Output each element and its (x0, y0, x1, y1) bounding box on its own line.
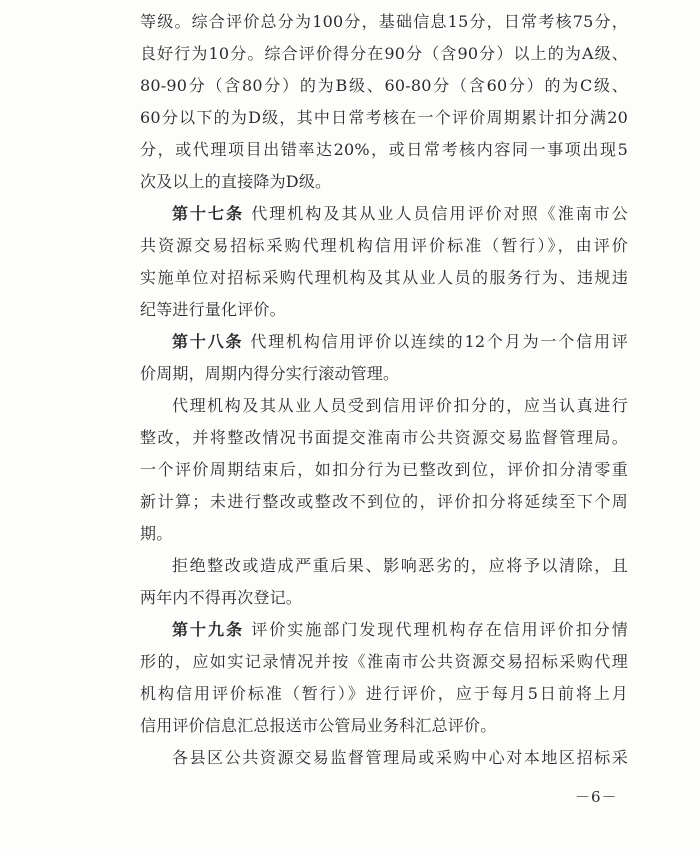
line-text: 各县区公共资源交易监督管理局或采购中心对本地区招标采 (172, 748, 628, 767)
line-text: 形的，应如实记录情况并按《淮南市公共资源交易招标采购代理 (140, 652, 628, 671)
text-line (172, 204, 628, 224)
text-line (140, 716, 628, 736)
text-line (140, 300, 628, 320)
line-text: 实施单位对招标采购代理机构及其从业人员的服务行为、违规违 (140, 268, 628, 287)
line-text: 评价实施部门发现代理机构存在信用评价扣分情 (244, 620, 628, 639)
page-number: －6－ (575, 788, 618, 806)
line-text: 纪等进行量化评价。 (140, 300, 286, 319)
text-line (140, 76, 628, 96)
line-text: 机构信用评价标准（暂行）》进行评价，应于每月5日前将上月 (140, 684, 628, 703)
line-text: 期。 (140, 524, 173, 543)
text-line (140, 652, 628, 672)
article-heading: 第十八条 (172, 332, 244, 351)
line-text: 代理机构及其从业人员受到信用评价扣分的，应当认真进行 (172, 396, 628, 415)
line-text: 整改，并将整改情况书面提交淮南市公共资源交易监督管理局。 (140, 428, 628, 447)
text-line (140, 268, 628, 288)
line-text: 拒绝整改或造成严重后果、影响恶劣的，应将予以清除，且 (172, 556, 628, 575)
line-text: 80-90分（含80分）的为B级、60-80分（含60分）的为C级、 (140, 76, 628, 95)
text-line (140, 460, 628, 480)
line-text: 60分以下的为D级，其中日常考核在一个评价周期累计扣分满20 (140, 108, 628, 127)
line-text: 分，或代理项目出错率达20%，或日常考核内容同一事项出现5 (140, 140, 628, 159)
line-text: 两年内不得再次登记。 (140, 588, 303, 607)
text-line (140, 524, 628, 544)
line-text: 价周期，周期内得分实行滚动管理。 (140, 364, 400, 383)
line-text: 代理机构及其从业人员信用评价对照《淮南市公 (244, 204, 628, 223)
text-line (140, 108, 628, 128)
text-line (140, 236, 628, 256)
article-heading: 第十七条 (172, 204, 245, 223)
line-text: 代理机构信用评价以连续的12个月为一个信用评 (243, 332, 628, 351)
line-text: 一个评价周期结束后，如扣分行为已整改到位，评价扣分清零重 (140, 460, 628, 479)
text-line (140, 364, 628, 384)
text-line (140, 12, 628, 32)
text-line (140, 172, 628, 192)
article-heading: 第十九条 (172, 620, 245, 639)
line-text: 良好行为10分。综合评价得分在90分（含90分）以上的为A级、 (140, 44, 628, 63)
line-text: 共资源交易招标采购代理机构信用评价标准（暂行）》，由评价 (140, 236, 628, 255)
text-line (140, 428, 628, 448)
text-line (140, 492, 628, 512)
text-line (140, 44, 628, 64)
line-text: 信用评价信息汇总报送市公管局业务科汇总评价。 (140, 716, 497, 735)
text-line (172, 556, 628, 576)
line-text: 新计算；未进行整改或整改不到位的，评价扣分将延续至下个周 (140, 492, 628, 511)
text-line (172, 396, 628, 416)
text-line (172, 620, 628, 640)
line-text: 等级。综合评价总分为100分，基础信息15分，日常考核75分， (140, 12, 628, 31)
text-line (172, 748, 628, 768)
text-line (140, 684, 628, 704)
text-line (140, 140, 628, 160)
text-line (140, 588, 628, 608)
line-text: 次及以上的直接降为D级。 (140, 172, 332, 191)
text-line (172, 332, 628, 352)
